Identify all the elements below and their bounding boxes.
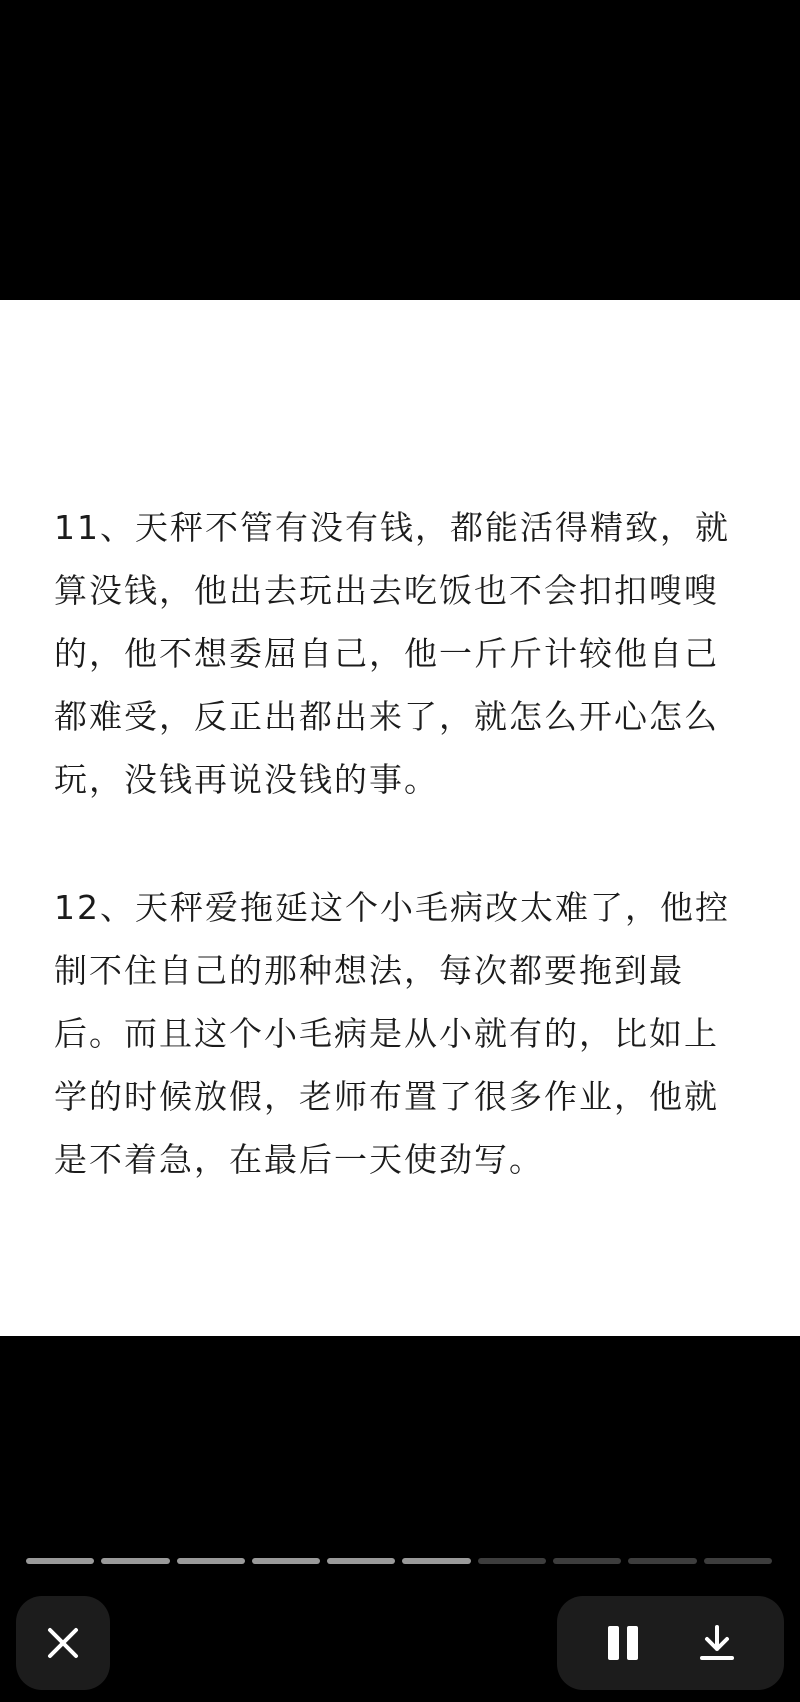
pause-button[interactable] — [593, 1613, 653, 1673]
progress-segment-viewed — [26, 1558, 94, 1564]
story-paragraph-11 — [54, 496, 754, 811]
download-button[interactable] — [687, 1613, 747, 1673]
story-image-card — [0, 300, 800, 1336]
progress-segment-remaining — [704, 1558, 772, 1564]
paragraph-line: 学的时候放假，老师布置了很多作业，他就 — [54, 1077, 719, 1116]
story-progress-bar — [26, 1558, 772, 1564]
paragraph-line: 11、天秤不管有没有钱，都能活得精致，就 — [54, 508, 730, 547]
paragraph-line: 制不住自己的那种想法，每次都要拖到最 — [54, 951, 684, 990]
paragraph-line: 是不着急，在最后一天使劲写。 — [54, 1140, 544, 1179]
paragraph-line: 12、天秤爱拖延这个小毛病改太难了，他控 — [54, 888, 730, 927]
media-controls — [557, 1596, 784, 1690]
progress-segment-remaining — [553, 1558, 621, 1564]
progress-segment-viewed — [101, 1558, 169, 1564]
progress-segment-viewed — [252, 1558, 320, 1564]
progress-segment-viewed — [402, 1558, 470, 1564]
progress-segment-viewed — [327, 1558, 395, 1564]
progress-segment-remaining — [478, 1558, 546, 1564]
download-icon — [698, 1624, 736, 1662]
paragraph-line: 后。而且这个小毛病是从小就有的，比如上 — [54, 1014, 719, 1053]
progress-segment-remaining — [628, 1558, 696, 1564]
pause-icon — [606, 1624, 640, 1662]
paragraph-line: 的，他不想委屈自己，他一斤斤计较他自己 — [54, 634, 719, 673]
close-button[interactable] — [16, 1596, 110, 1690]
story-paragraph-12 — [54, 876, 754, 1191]
paragraph-line: 算没钱，他出去玩出去吃饭也不会扣扣嗖嗖 — [54, 571, 719, 610]
close-icon — [46, 1626, 80, 1660]
progress-segment-viewed — [177, 1558, 245, 1564]
paragraph-line: 玩，没钱再说没钱的事。 — [54, 760, 439, 799]
paragraph-line: 都难受，反正出都出来了，就怎么开心怎么 — [54, 697, 719, 736]
